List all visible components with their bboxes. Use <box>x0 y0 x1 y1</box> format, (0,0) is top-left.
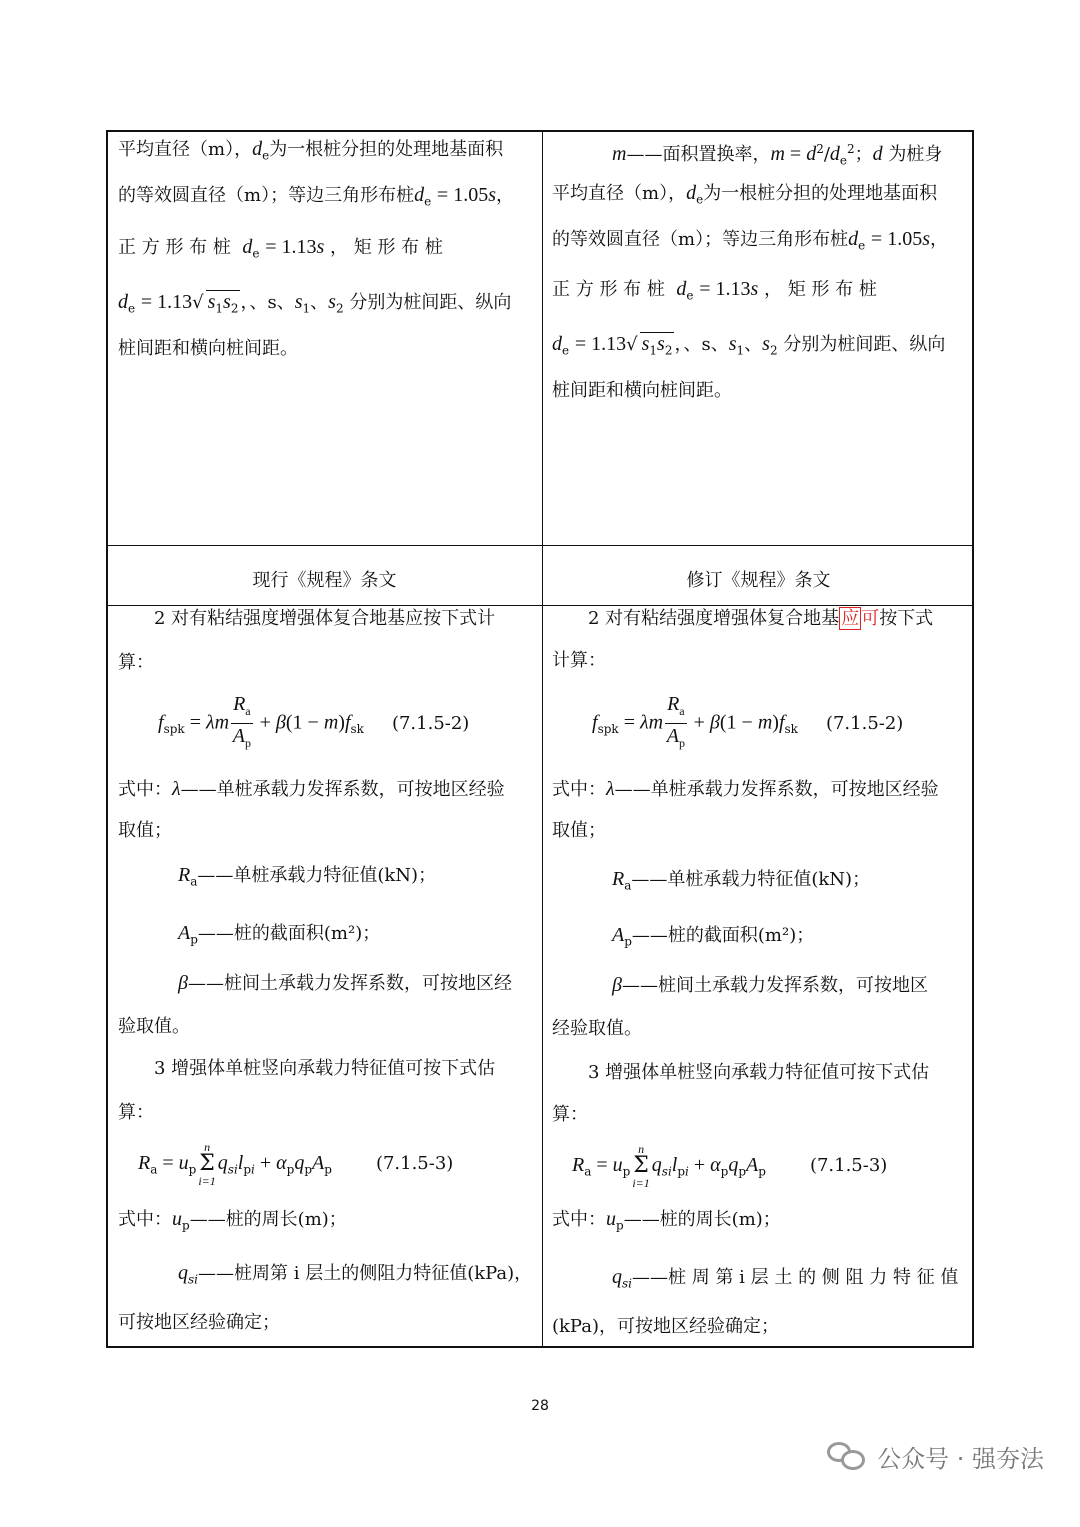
br-qsi-b: (kPa)，可按地区经验确定； <box>552 1316 779 1337</box>
watermark-text: 公众号 · 强夯法 <box>877 1444 1044 1473</box>
bl-ap: $A_p——$桩的截面积(m²)； <box>178 922 381 947</box>
bl-up: 式中：$u_p——$桩的周长(m)； <box>118 1208 347 1233</box>
br-p3b: 算： <box>552 1104 588 1125</box>
deleted-text-mark: 应 <box>841 608 860 629</box>
bl-p2a: 2 对有粘结强度增强体复合地基应按下式计 <box>154 608 496 629</box>
bl-beta-b: 验取值。 <box>118 1016 190 1037</box>
bl-p3a: 3 增强体单桩竖向承载力特征值可按下式估 <box>154 1058 496 1079</box>
tl-line1: 平均直径（m），$d_e$为一根桩分担的处理地基面积 <box>118 138 504 163</box>
tr-line1: m——面积置换率，$m = d^2/d_e^2$；d 为桩身 <box>612 142 943 168</box>
bl-p3b: 算： <box>118 1102 154 1123</box>
br-up: 式中：$u_p——$桩的周长(m)； <box>552 1208 781 1233</box>
br-p2a: 2 对有粘结强度增强体复合地基 应 可按下式 <box>588 608 934 629</box>
watermark <box>827 1434 1044 1478</box>
row-divider-1 <box>108 545 972 546</box>
column-divider <box>542 132 543 1346</box>
tl-line5: 桩间距和横向桩间距。 <box>118 338 298 359</box>
br-where1c: 取值； <box>552 820 606 841</box>
tr-line5: $d_e = 1.13√$ $s_1s_2$ ，、s、$s_1$、$s_2$ 分别为桩间距、纵向 <box>552 332 945 362</box>
bl-qsi-b: 可按地区经验确定； <box>118 1312 280 1333</box>
header-current-rules: 现行《规程》条文 <box>252 570 397 591</box>
tr-line6: 桩间距和横向桩间距。 <box>552 380 732 401</box>
page-number: 28 <box>531 1398 549 1414</box>
inserted-text-mark: 可 <box>861 608 880 629</box>
wechat-icon <box>827 1440 867 1472</box>
br-where1: 式中：λ——单桩承载力发挥系数，可按地区经验 <box>552 778 939 800</box>
header-revised-rules: 修订《规程》条文 <box>686 570 831 591</box>
br-p2b: 计算： <box>552 650 606 671</box>
bl-eq2: $f_{spk} = \lambda m$ $\frac{R_a}{A_p}$ + $\beta(1 - m)f_{sk}$ (7.1.5-2) <box>158 693 470 750</box>
br-eq2: $f_{spk} = \lambda m$ $\frac{R_a}{A_p}$ + $\beta(1 - m)f_{sk}$ (7.1.5-2) <box>592 693 904 750</box>
comparison-table <box>106 130 974 1348</box>
bl-p2b: 算： <box>118 652 154 673</box>
tr-line2: 平均直径（m），$d_e$为一根桩分担的处理地基面积 <box>552 182 938 207</box>
br-eq3: $R_a = u_p$ n Σ i=1 $q_{si}l_{pi} + \alpha_pq_pA_p$ (7.1.5-3) <box>572 1142 888 1190</box>
br-ra: $R_a——$单桩承载力特征值(kN)； <box>612 868 871 893</box>
br-beta-b: 经验取值。 <box>552 1018 642 1039</box>
bl-beta-a: β——桩间土承载力发挥系数，可按地区经 <box>178 972 512 994</box>
tl-line4: $d_e = 1.13√$ $s_1s_2$ ，、s、$s_1$、$s_2$ 分别为桩间距、纵向 <box>118 290 511 320</box>
bl-ra: $R_a——$单桩承载力特征值(kN)； <box>178 864 437 889</box>
br-qsi-a: $q_{si}——$桩 周 第 i 层 土 的 侧 阻 力 特 征 值 <box>612 1266 959 1291</box>
bl-where1: 式中：λ——单桩承载力发挥系数，可按地区经验 <box>118 778 505 800</box>
tr-line4: 正 方 形 布 桩 $d_e = 1.13s$ ， 矩 形 布 桩 <box>552 278 877 303</box>
bl-where1c: 取值； <box>118 820 172 841</box>
bl-qsi-a: $q_{si}——$桩周第 i 层土的侧阻力特征值(kPa)， <box>178 1262 533 1287</box>
br-beta-a: β——桩间土承载力发挥系数，可按地区 <box>612 974 928 996</box>
tr-line3: 的等效圆直径（m）；等边三角形布桩$d_e = 1.05s$， <box>552 228 948 253</box>
tl-line3: 正 方 形 布 桩 $d_e = 1.13s$ ， 矩 形 布 桩 <box>118 236 443 261</box>
tl-line2: 的等效圆直径（m）；等边三角形布桩$d_e = 1.05s$， <box>118 184 514 209</box>
br-p3a: 3 增强体单桩竖向承载力特征值可按下式估 <box>588 1062 930 1083</box>
br-ap: $A_p——$桩的截面积(m²)； <box>612 924 815 949</box>
bl-eq3: $R_a = u_p$ n Σ i=1 $q_{si}l_{pi} + \alpha_pq_pA_p$ (7.1.5-3) <box>138 1140 454 1188</box>
